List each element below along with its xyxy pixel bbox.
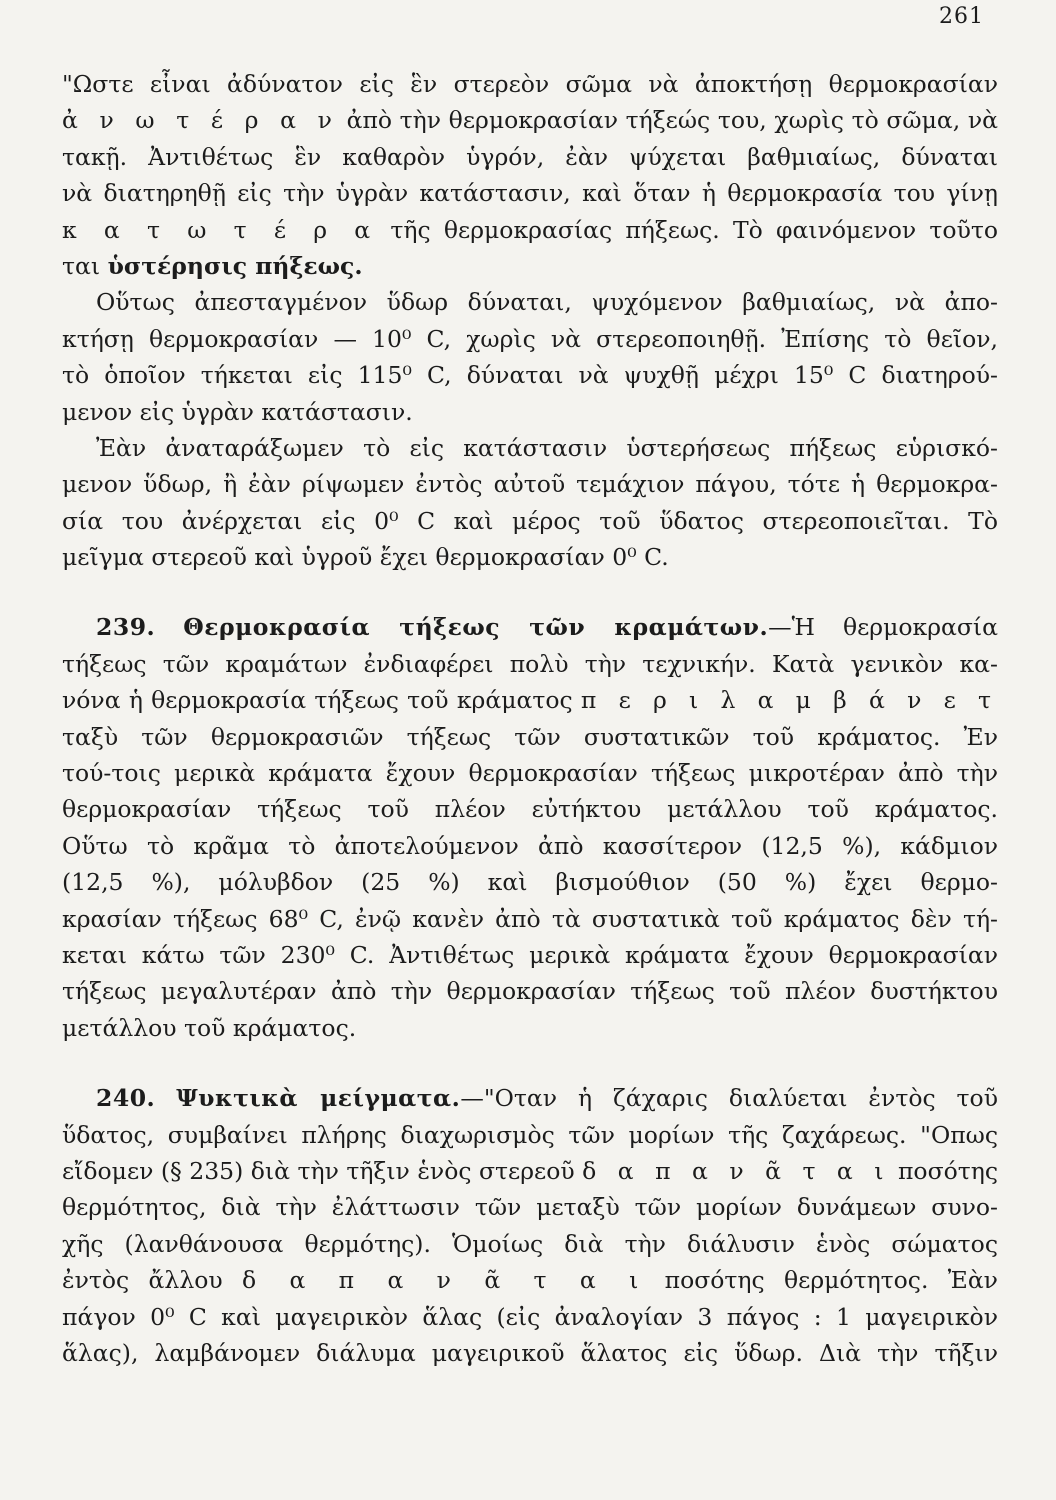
text-line: κεται κάτω τῶν 230⁰ C. Ἀντιθέτως μερικὰ κράματα ἔχουν θερμοκρασίαν: [62, 940, 998, 969]
page-body: [62, 66, 998, 1371]
text-line: (12,5 %), μόλυβδον (25 %) καὶ βισμούθιον (50 %) ἔχει θερμο-: [62, 868, 998, 897]
text-run: —Ἡ θερμοκρασία: [768, 613, 998, 642]
text-line: [62, 1262, 998, 1298]
section-number: 240.: [96, 1084, 156, 1113]
text-line: [62, 682, 998, 718]
section-gap: [62, 575, 998, 609]
page-number: 261: [939, 4, 984, 29]
text-line: Ἐὰν ἀναταράξωμεν τὸ εἰς κατάστασιν ὑστερήσεως πήξεως εὑρισκό-: [96, 433, 998, 462]
spaced-emphasis: ἀ ν ω τ έ ρ α ν: [62, 106, 339, 135]
section-heading-line: [62, 1080, 998, 1116]
section-gap: [62, 1046, 998, 1080]
text-line: [62, 248, 998, 284]
spaced-emphasis: π ε ρ ι λ α μ β ά ν ε τ: [580, 686, 998, 715]
section-title: Θερμοκρασία τήξεως τῶν κραμάτων.: [183, 613, 769, 642]
text-line: μετάλλου τοῦ κράματος.: [62, 1013, 357, 1042]
text-line: θερμοκρασίαν τήξεως τοῦ πλέον εὐτήκτου μετάλλου τοῦ κράματος.: [62, 795, 998, 824]
text-line: Οὕτω τὸ κρᾶμα τὸ ἀποτελούμενον ἀπὸ κασσίτερον (12,5 %), κάδμιον: [62, 831, 998, 860]
text-run: ἐντὸς ἄλλου: [62, 1266, 242, 1295]
text-line: [62, 102, 998, 138]
section-heading-line: [62, 609, 998, 645]
text-line: μενον ὕδωρ, ἢ ἐὰν ρίψωμεν ἐντὸς αὐτοῦ τεμάχιον πάγου, τότε ἡ θερμοκρα-: [62, 470, 998, 499]
text-run: .: [354, 251, 363, 280]
text-line: ὕδατος, συμβαίνει πλήρης διαχωρισμὸς τῶν μορίων τῆς ζαχάρεως. "Οπως: [62, 1120, 998, 1149]
text-line: [62, 1153, 998, 1189]
text-line: κτήσῃ θερμοκρασίαν — 10⁰ C, χωρὶς νὰ στερεοποιηθῇ. Ἐπίσης τὸ θεῖον,: [62, 324, 998, 353]
text-line: τήξεως μεγαλυτέραν ἀπὸ τὴν θερμοκρασίαν τήξεως τοῦ πλέον δυστήκτου: [62, 977, 998, 1006]
text-line: Οὕτως ἀπεσταγμένον ὕδωρ δύναται, ψυχόμενον βαθμιαίως, νὰ ἀπο-: [96, 288, 998, 317]
text-line: πάγον 0⁰ C καὶ μαγειρικὸν ἅλας (εἰς ἀναλογίαν 3 πάγος : 1 μαγειρικὸν: [62, 1302, 998, 1331]
text-line: τὸ ὁποῖον τήκεται εἰς 115⁰ C, δύναται νὰ ψυχθῇ μέχρι 15⁰ C διατηρού-: [62, 361, 998, 390]
bold-term: ὑστέρησις πήξεως: [107, 251, 355, 280]
text-line: θερμότητος, διὰ τὴν ἐλάττωσιν τῶν μεταξὺ τῶν μορίων δυνάμεων συνο-: [62, 1193, 998, 1222]
text-line: [62, 212, 998, 248]
text-line: ταξὺ τῶν θερμοκρασιῶν τήξεως τῶν συστατικῶν τοῦ κράματος. Ἐν: [62, 722, 998, 751]
text-run: —"Οταν ἡ ζάχαρις διαλύεται ἐντὸς τοῦ: [460, 1084, 998, 1113]
text-run: ποσότης θερμότητος. Ἐὰν: [664, 1266, 998, 1295]
text-line: χῆς (λανθάνουσα θερμότης). Ὁμοίως διὰ τὴν διάλυσιν ἑνὸς σώματος: [62, 1229, 998, 1258]
text-run: νόνα ἡ θερμοκρασία τήξεως τοῦ κράματος: [62, 686, 581, 715]
text-line: σία του ἀνέρχεται εἰς 0⁰ C καὶ μέρος τοῦ ὕδατος στερεοποιεῖται. Τὸ: [62, 506, 998, 535]
spaced-emphasis: κ α τ ω τ έ ρ α: [62, 215, 378, 244]
text-run: ποσότης: [890, 1156, 998, 1185]
text-line: "Ωστε εἶναι ἀδύνατον εἰς ἓν στερεὸν σῶμα νὰ ἀποκτήσῃ θερμοκρασίαν: [62, 70, 998, 98]
spaced-emphasis: δ α π α ν ᾶ τ α ι: [241, 1266, 646, 1295]
text-run: εἴδομεν (§ 235) διὰ τὴν τῆξιν ἑνὸς στερεοῦ: [62, 1156, 583, 1185]
text-line: τακῇ. Ἀντιθέτως ἓν καθαρὸν ὑγρόν, ἐὰν ψύχεται βαθμιαίως, δύναται: [62, 142, 998, 171]
text-run: ται: [62, 251, 108, 280]
text-run: ἀπὸ τὴν θερμοκρασίαν τήξεώς του, χωρὶς τὸ σῶμα, νὰ: [338, 106, 998, 135]
text-line: νὰ διατηρηθῇ εἰς τὴν ὑγρὰν κατάστασιν, καὶ ὅταν ἡ θερμοκρασία του γίνῃ: [62, 179, 998, 208]
text-run: τῆς θερμοκρασίας πήξεως. Τὸ φαινόμενον τοῦτο: [390, 215, 998, 244]
text-line: ἅλας), λαμβάνομεν διάλυμα μαγειρικοῦ ἅλατος εἰς ὕδωρ. Διὰ τὴν τῆξιν: [62, 1338, 998, 1367]
section-title: Ψυκτικὰ μείγματα.: [176, 1084, 461, 1113]
section-number: 239.: [96, 613, 156, 642]
text-line: τήξεως τῶν κραμάτων ἐνδιαφέρει πολὺ τὴν τεχνικήν. Κατὰ γενικὸν κα-: [62, 649, 998, 678]
spaced-emphasis: δ α π α ν ᾶ τ α ι: [582, 1156, 891, 1185]
text-line: τού-τοις μερικὰ κράματα ἔχουν θερμοκρασίαν τήξεως μικροτέραν ἀπὸ τὴν: [62, 759, 998, 788]
text-line: μεῖγμα στερεοῦ καὶ ὑγροῦ ἔχει θερμοκρασίαν 0⁰ C.: [62, 543, 669, 572]
text-line: μενον εἰς ὑγρὰν κατάστασιν.: [62, 397, 413, 426]
text-line: κρασίαν τήξεως 68⁰ C, ἐνῷ κανὲν ἀπὸ τὰ συστατικὰ τοῦ κράματος δὲν τή-: [62, 904, 998, 933]
